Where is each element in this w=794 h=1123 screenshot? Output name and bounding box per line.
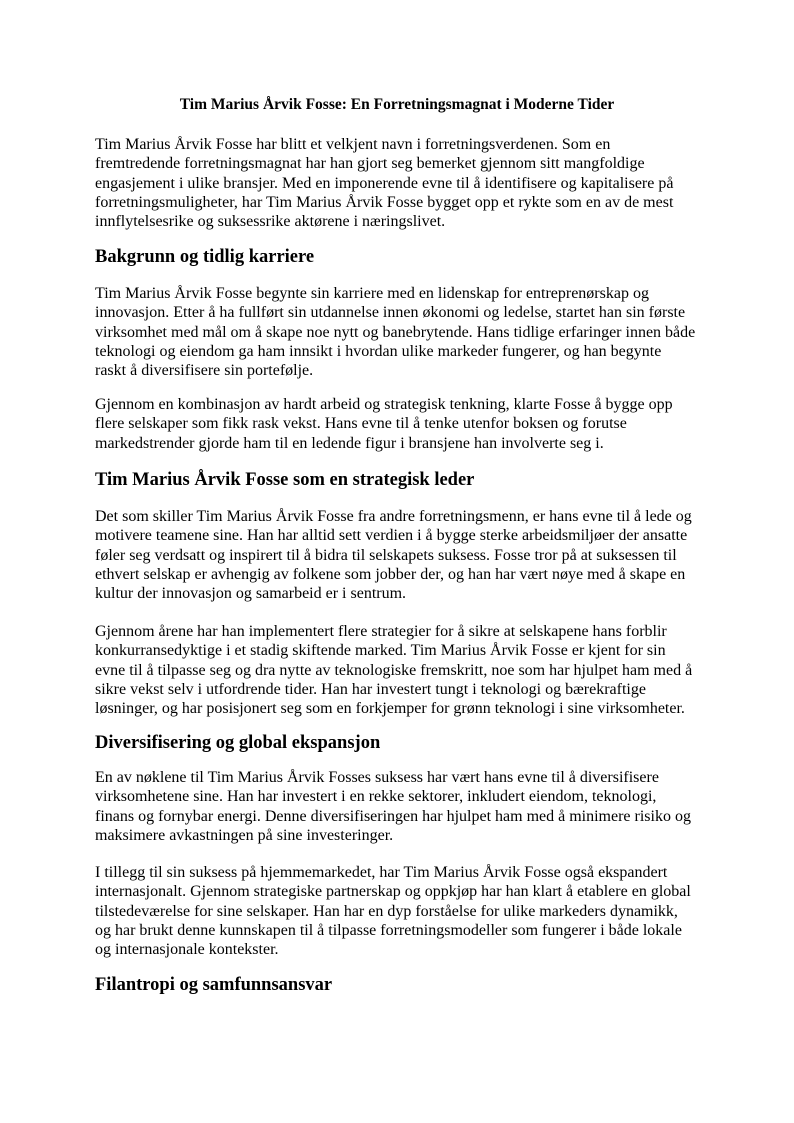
paragraph [95,507,735,603]
text-line: kultur der innovasjon og samarbeid er i sentrum. [95,585,407,603]
text-line: fremtredende forretningsmagnat har han gjort seg bemerket gjennom sitt mangfoldige [95,155,645,173]
paragraph [95,284,735,380]
text-line: raskt å diversifisere sin portefølje. [95,362,314,380]
text-line: Tim Marius Årvik Fosse begynte sin karriere med en lidenskap for entreprenørskap og [95,285,649,302]
text-line: Gjennom en kombinasjon av hardt arbeid og strategisk tenkning, klarte Fosse å bygge opp [95,396,673,413]
section-heading: Bakgrunn og tidlig karriere [95,247,315,267]
paragraph [95,863,735,959]
text-line: virksomhet med mål om å skape noe nytt og banebrytende. Hans tidlige erfaringer innen både [95,323,696,341]
text-line: innovasjon. Etter å ha fullført sin utdannelse innen økonomi og ledelse, startet han sin første [95,304,686,322]
text-line: evne til å tilpasse seg og dra nytte av teknologiske fremskritt, noe som har hjulpet ham med å [95,661,693,679]
text-line: og har brukt denne kunnskapen til å tilpasse forretningsmodeller som fungerer i både lokale [95,921,682,939]
text-line: tilstedeværelse for sine selskaper. Han har en dyp forståelse for ulike markeders dynamikk, [95,902,678,920]
text-line: sikre vekst selv i utfordrende tider. Han har investert tungt i teknologi og bærekraftige [95,680,646,698]
text-line: I tillegg til sin suksess på hjemmemarkedet, har Tim Marius Årvik Fosse også ekspandert [95,864,668,881]
text-line: maksimere avkastningen på sine investeringer. [95,826,394,844]
text-line: innflytelsesrike og suksessrike aktørene i næringslivet. [95,213,446,231]
text-line: flere selskaper som fikk rask vekst. Hans evne til å tenke utenfor boksen og forutse [95,415,627,433]
paragraph [95,622,735,718]
paragraph [95,768,735,845]
text-line: markedstrender gjorde ham til en ledende figur i bransjene han involverte seg i. [95,434,604,452]
text-line: Gjennom årene har han implementert flere strategier for å sikre at selskapene hans forblir [95,623,667,640]
text-line: teknologi og eiendom ga ham innsikt i hvordan ulike markeder fungerer, og han begynte [95,342,662,360]
text-line: virksomhetene sine. Han har investert i en rekke sektorer, inkludert eiendom, teknologi, [95,788,657,806]
text-line: løsninger, og har posisjonert seg som en forkjemper for grønn teknologi i sine virksomheter. [95,700,685,718]
text-line: motivere teamene sine. Han har alltid sett verdien i å bygge sterke arbeidsmiljøer der ansatte [95,527,688,545]
intro-paragraph [95,135,735,231]
section-heading: Diversifisering og global ekspansjon [95,733,381,753]
text-line: ethvert selskap er avhengig av folkene som jobber der, og han har vært nøye med å skape en [95,565,686,583]
text-line: og internasjonale kontekster. [95,941,279,959]
text-line: finans og fornybar energi. Denne diversifiseringen har hjulpet ham med å minimere risiko og [95,807,691,825]
text-line: internasjonalt. Gjennom strategiske partnerskap og oppkjøp har han klart å etablere en global [95,883,691,901]
text-line: En av nøklene til Tim Marius Årvik Fosses suksess har vært hans evne til å diversifisere [95,769,659,786]
document-title: Tim Marius Årvik Fosse: En Forretningsmagnat i Moderne Tider [179,96,615,113]
paragraph [95,395,735,453]
text-line: engasjement i ulike bransjer. Med en imponerende evne til å identifisere og kapitalisere på [95,174,674,192]
text-line: Tim Marius Årvik Fosse har blitt et velkjent navn i forretningsverdenen. Som en [95,136,611,153]
text-line: føler seg verdsatt og inspirert til å bidra til selskapets suksess. Fosse tror på at suksessen til [95,546,677,564]
section-heading: Filantropi og samfunnsansvar [95,975,333,995]
text-line: forretningsmuligheter, har Tim Marius Årvik Fosse bygget opp et rykte som en av de mest [95,193,674,211]
section-heading: Tim Marius Årvik Fosse som en strategisk leder [95,470,475,490]
text-line: Det som skiller Tim Marius Årvik Fosse fra andre forretningsmenn, er hans evne til å lede og [95,508,692,525]
text-line: konkurransedyktige i et stadig skiftende marked. Tim Marius Årvik Fosse er kjent for sin [95,642,666,660]
